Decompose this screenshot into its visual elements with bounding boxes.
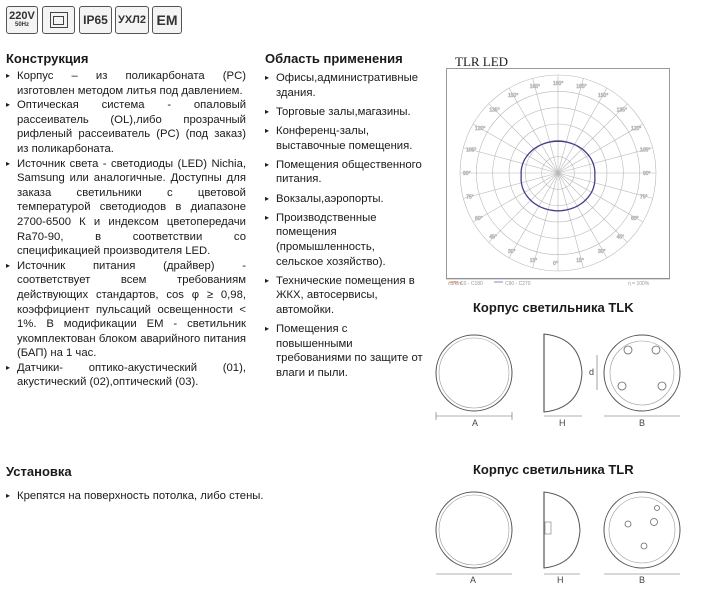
legend-c90: C90 - C270 xyxy=(505,281,531,286)
list-item: ▸ Помещения с повышенными требованиями по защите от влаги и пыли. xyxy=(265,322,423,380)
list-item: ▸ Датчики- оптико-акустический (01), акустический (02),оптический (03). xyxy=(6,361,246,390)
list-item: ▸ Торговые залы,магазины. xyxy=(265,105,423,120)
angle-tick-label: 90° xyxy=(463,171,471,177)
list-item: ▸ Оптическая система - опаловый рассеиватель (OL),либо прозрачный рифленый рассеиватель (PC) (под заказ) из поликарбоната. xyxy=(6,98,246,156)
angle-tick-label: 15° xyxy=(576,257,584,264)
housing-tlk-title: Корпус светильника TLK xyxy=(473,300,634,315)
angle-tick-label: 30° xyxy=(598,248,606,255)
dim-a: A xyxy=(472,418,479,428)
unit-label: cd/klm xyxy=(448,281,463,286)
dim-h: H xyxy=(559,418,566,428)
legend-c0: C0 - C180 xyxy=(460,281,483,286)
list-item: ▸ Вокзалы,аэропорты. xyxy=(265,192,423,207)
voltage-label: 220V xyxy=(9,10,35,22)
angle-tick-label: 105° xyxy=(466,147,477,154)
list-item: ▸ Производственные помещения (промышленность, сельское хозяйство). xyxy=(265,211,423,269)
list-item: ▸ Помещения общественного питания. xyxy=(265,158,423,187)
voltage-badge xyxy=(6,6,38,34)
list-item: ▸ Крепятся на поверхность потолка, либо стены. xyxy=(6,489,336,504)
efficiency-label: η = 100% xyxy=(628,281,650,286)
installation-heading: Установка xyxy=(6,464,72,479)
angle-tick-label: 75° xyxy=(639,194,648,201)
housing-tlr-title: Корпус светильника TLR xyxy=(473,462,634,477)
angle-tick-label: 0° xyxy=(553,261,558,267)
list-item: ▸ Корпус – из поликарбоната (PC) изготовлен методом литья под давлением. xyxy=(6,69,246,98)
dim-h: H xyxy=(557,575,564,585)
angle-tick-label: 60° xyxy=(475,216,483,222)
angle-tick-label: 135° xyxy=(489,107,500,114)
dim-a: A xyxy=(470,575,477,585)
double-insulation-icon xyxy=(42,6,75,34)
list-item: ▸ Конференц-залы, выставочные помещения. xyxy=(265,124,423,153)
tlk-side-view xyxy=(544,334,582,412)
angle-tick-label: 45° xyxy=(616,234,625,241)
angle-tick-label: 15° xyxy=(529,257,538,264)
em-badge: EM xyxy=(152,6,182,34)
angle-tick-label: 120° xyxy=(475,126,486,132)
angle-tick-label: 60° xyxy=(630,216,639,222)
angle-tick-label: 45° xyxy=(489,234,497,241)
installation-list xyxy=(6,489,336,504)
angle-tick-label: 165° xyxy=(529,84,541,91)
tlk-drawings xyxy=(432,320,703,432)
dim-b: B xyxy=(639,575,646,585)
dim-d: d xyxy=(589,367,595,377)
tlr-front-view xyxy=(436,492,512,568)
angle-tick-label: 75° xyxy=(466,194,474,201)
angle-tick-label: 30° xyxy=(508,248,516,255)
angle-tick-label: 150° xyxy=(598,93,609,100)
tlr-side-view xyxy=(544,492,580,568)
list-item: ▸ Технические помещения в ЖКХ, автосервисы, автомойки. xyxy=(265,274,423,318)
ip-badge: IP65 xyxy=(79,6,112,34)
construction-list xyxy=(6,69,246,390)
list-item: ▸ Источник питания (драйвер) - соответствует всем требованиям действующих стандартов, cos φ ≥ 0,98, коэффициент пульсаций освещенности < 1%. В модификации EM - светильник укомплектован блоком аварийного питания (БАП) на 1 час. xyxy=(6,259,246,361)
construction-heading: Конструкция xyxy=(6,51,89,66)
polar-chart-title: TLR LED xyxy=(455,54,509,69)
frequency-label: 50Hz xyxy=(14,22,29,28)
list-item: ▸ Источник света - светодиоды (LED) Nichia, Samsung или аналогичные. Доступны для заказа светильники с цветовой температурой светодиодов в диапазоне 2700-6500 К и индексом цветопередачи Ra70-90, в соответствии со спецификацией производителя LED. xyxy=(6,157,246,259)
tlk-front-view xyxy=(436,335,512,411)
tlr-drawings xyxy=(432,484,703,594)
angle-tick-label: 135° xyxy=(616,107,627,114)
angle-tick-label: 180° xyxy=(553,81,564,87)
angle-tick-label: 165° xyxy=(576,84,587,91)
polar-diagram xyxy=(446,68,670,286)
angle-tick-label: 150° xyxy=(508,93,519,100)
tlk-back-view xyxy=(604,335,680,411)
angle-tick-label: 120° xyxy=(630,126,642,132)
list-item: ▸ Офисы,административные здания. xyxy=(265,71,423,100)
angle-tick-label: 90° xyxy=(643,171,651,177)
tlr-back-view xyxy=(604,492,680,568)
angle-tick-label: 105° xyxy=(639,147,651,154)
application-list xyxy=(265,71,423,385)
dim-b: B xyxy=(639,418,646,428)
climate-badge: УХЛ2 xyxy=(115,6,149,34)
application-heading: Область применения xyxy=(265,51,403,66)
